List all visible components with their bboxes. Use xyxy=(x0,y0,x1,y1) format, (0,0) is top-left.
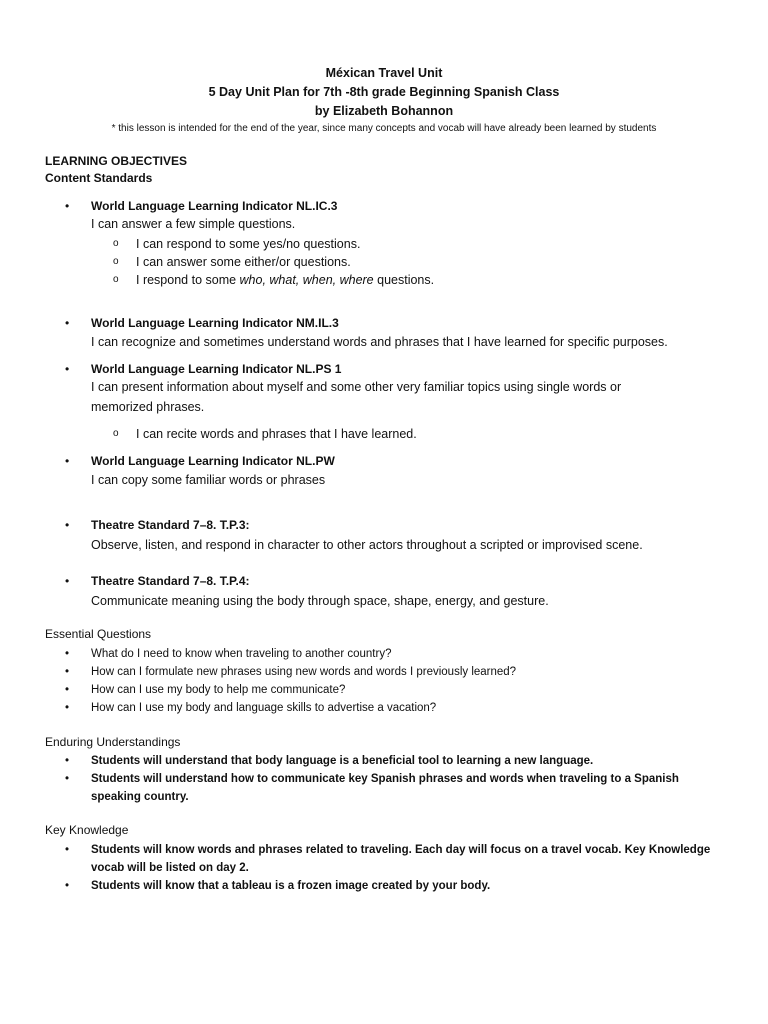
bullet-icon: • xyxy=(65,773,70,785)
bullet-icon: • xyxy=(65,362,70,376)
doc-title: Méxican Travel Unit xyxy=(325,66,443,80)
objectives-heading: LEARNING OBJECTIVES xyxy=(45,154,188,168)
bullet-icon: • xyxy=(65,316,70,330)
sub-item-text: I can respond to some yes/no questions. xyxy=(136,237,361,251)
objective-title: Theatre Standard 7–8. T.P.3: xyxy=(91,518,250,532)
list-item-text: Students will understand that body language is a beneficial tool to learning a new language. xyxy=(91,755,594,767)
bullet-icon: • xyxy=(65,666,70,678)
enduring-understandings-heading: Enduring Understandings xyxy=(45,735,181,749)
list-item-text: How can I use my body to help me communicate? xyxy=(91,684,346,696)
objective-desc: Observe, listen, and respond in character to other actors throughout a scripted or improvised scene. xyxy=(91,538,643,552)
bullet-icon: • xyxy=(65,880,70,892)
doc-note: * this lesson is intended for the end of the year, since many concepts and vocab will have already been learned by students xyxy=(111,123,657,134)
sub-bullet-icon: o xyxy=(113,274,119,285)
bullet-icon: • xyxy=(65,844,70,856)
list-item-text: Students will understand how to communicate key Spanish phrases and words when traveling to a Spanish xyxy=(91,773,679,785)
sub-bullet-icon: o xyxy=(113,256,119,267)
list-item-text: speaking country. xyxy=(91,791,189,803)
objective-desc: I can copy some familiar words or phrases xyxy=(91,473,326,487)
sub-item-emphasis: who, what, when, where xyxy=(239,273,374,287)
objective-title: World Language Learning Indicator NM.IL.3 xyxy=(91,316,339,330)
objective-desc: I can answer a few simple questions. xyxy=(91,217,296,231)
list-item-text: Students will know words and phrases related to traveling. Each day will focus on a travel vocab. Key Knowledge xyxy=(91,844,711,856)
list-item-text: How can I use my body and language skills to advertise a vacation? xyxy=(91,702,437,714)
objective-title: World Language Learning Indicator NL.IC.3 xyxy=(91,199,338,213)
bullet-icon: • xyxy=(65,454,70,468)
bullet-icon: • xyxy=(65,684,70,696)
essential-questions-heading: Essential Questions xyxy=(45,627,152,641)
list-item-text: Students will know that a tableau is a frozen image created by your body. xyxy=(91,880,491,892)
objective-desc: Communicate meaning using the body through space, shape, energy, and gesture. xyxy=(91,594,549,608)
bullet-icon: • xyxy=(65,755,70,767)
bullet-icon: • xyxy=(65,518,70,532)
bullet-icon: • xyxy=(65,648,70,660)
objective-desc: I can recognize and sometimes understand words and phrases that I have learned for specific purposes. xyxy=(91,335,668,349)
content-standards-heading: Content Standards xyxy=(45,171,153,185)
sub-bullet-icon: o xyxy=(113,238,119,249)
list-item-text: How can I formulate new phrases using new words and words I previously learned? xyxy=(91,666,517,678)
objective-title: World Language Learning Indicator NL.PS 1 xyxy=(91,362,342,376)
objective-title: World Language Learning Indicator NL.PW xyxy=(91,454,335,468)
bullet-icon: • xyxy=(65,199,70,213)
bullet-icon: • xyxy=(65,702,70,714)
doc-author: by Elizabeth Bohannon xyxy=(314,104,454,118)
sub-item-text: I respond to some who, what, when, where questions. xyxy=(136,273,435,287)
sub-bullet-icon: o xyxy=(113,428,119,439)
list-item-text: What do I need to know when traveling to another country? xyxy=(91,648,392,660)
doc-subtitle: 5 Day Unit Plan for 7th -8th grade Beginning Spanish Class xyxy=(208,85,560,99)
key-knowledge-heading: Key Knowledge xyxy=(45,823,129,837)
bullet-icon: • xyxy=(65,574,70,588)
objective-desc: I can present information about myself and some other very familiar topics using single words or xyxy=(91,380,622,394)
sub-item-text: I can recite words and phrases that I have learned. xyxy=(136,427,417,441)
objective-title: Theatre Standard 7–8. T.P.4: xyxy=(91,574,250,588)
list-item-text: vocab will be listed on day 2. xyxy=(91,862,249,874)
sub-item-text: I can answer some either/or questions. xyxy=(136,255,351,269)
objective-desc: memorized phrases. xyxy=(91,400,205,414)
